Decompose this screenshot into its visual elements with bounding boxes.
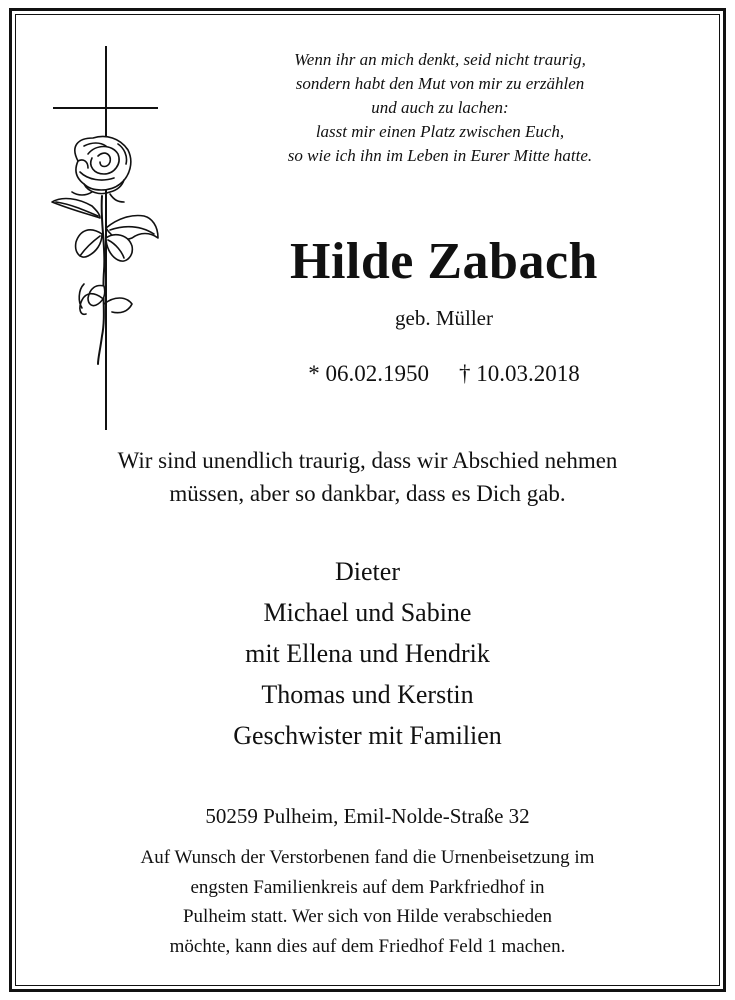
notice-line: möchte, kann dies auf dem Friedhof Feld 1 machen. [169,935,566,957]
maiden-name: geb. Müller [395,306,493,330]
mourner-line: Geschwister mit Familien [233,721,502,750]
poem-line: lasst mir einen Platz zwischen Euch, [315,122,565,141]
notice-line: Pulheim statt. Wer sich von Hilde verabschieden [182,906,553,927]
mourner-line: mit Ellena und Hendrik [245,639,490,668]
notice-line: Auf Wunsch der Verstorbenen fand die Urnenbeisetzung im [140,847,595,868]
poem-line: Wenn ihr an mich denkt, seid nicht traurig, [294,50,586,69]
farewell-line: Wir sind unendlich traurig, dass wir Abschied nehmen [117,448,618,473]
mourner-line: Dieter [335,557,400,586]
poem-line: so wie ich ihn im Leben in Eurer Mitte hatte. [287,146,593,165]
farewell-line: müssen, aber so dankbar, dass es Dich gab. [169,481,566,506]
life-dates [220,358,668,390]
poem-line: sondern habt den Mut von mir zu erzählen [295,74,585,93]
burial-notice [30,843,705,961]
mourner-line: Thomas und Kerstin [261,680,474,709]
mourner-line: Michael und Sabine [263,598,472,627]
cross-with-rose-icon [48,46,163,430]
mourners-list [30,551,705,756]
notice-line: engsten Familienkreis auf dem Parkfriedhof in [190,876,545,898]
deceased-name: Hilde Zabach [290,233,598,290]
poem [220,48,660,168]
birth-date: * 06.02.1950 [308,361,429,386]
address: 50259 Pulheim, Emil-Nolde-Straße 32 [205,804,530,828]
death-date: † 10.03.2018 [459,361,580,386]
farewell-text [30,444,705,510]
poem-line: und auch zu lachen: [371,98,509,117]
